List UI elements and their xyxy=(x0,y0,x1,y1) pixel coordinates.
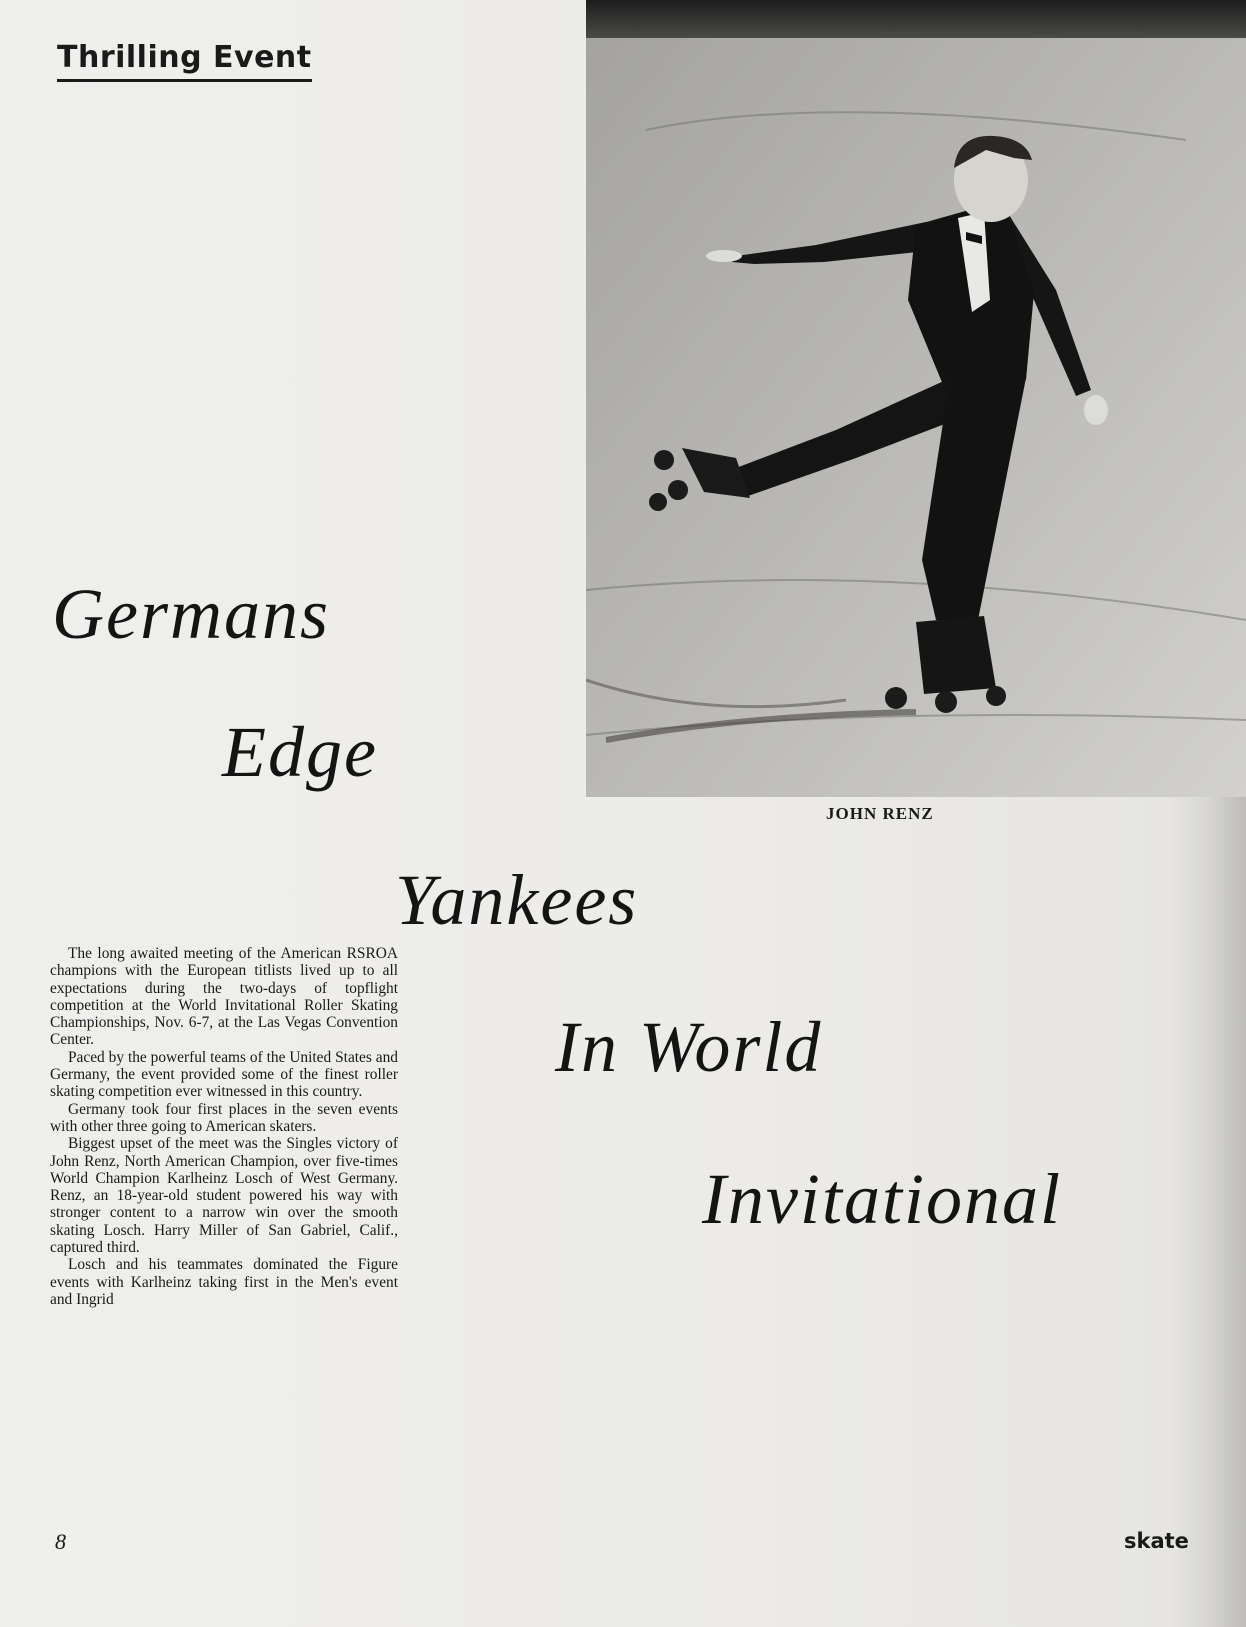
headline-line-invitational: Invitational xyxy=(702,1159,1062,1239)
headline-line-germans: Germans xyxy=(52,574,330,654)
headline-line-yankees: Yankees xyxy=(395,860,639,940)
article-body xyxy=(50,945,398,1308)
magazine-name: skate xyxy=(1124,1529,1189,1553)
page-number: 8 xyxy=(55,1529,66,1554)
article-paragraph: Paced by the powerful teams of the United States and Germany, the event provided some of the finest roller skating competition ever witnessed in this country. xyxy=(50,1048,398,1101)
section-kicker: Thrilling Event xyxy=(57,40,312,82)
article-paragraph: Biggest upset of the meet was the Singles victory of John Renz, North American Champion, over five-times World Champion Karlheinz Losch of West Germany. Renz, an 18-year-old student powered his way with stronger content to a narrow win over the smooth skating Losch. Harry Miller of San Gabriel, Calif., captured third. xyxy=(50,1135,398,1257)
article-paragraph: The long awaited meeting of the American RSROA champions with the European titlists lived up to all expectations during the two-days of topflight competition at the World Invitational Roller Skating Championships, Nov. 6-7, at the Las Vegas Convention Center. xyxy=(50,945,398,1049)
article-paragraph: Germany took four first places in the seven events with other three going to American skaters. xyxy=(50,1100,398,1135)
skater-photo xyxy=(586,0,1246,797)
headline-line-edge: Edge xyxy=(222,712,378,792)
article-paragraph: Losch and his teammates dominated the Figure events with Karlheinz taking first in the Men's event and Ingrid xyxy=(50,1256,398,1308)
photo-caption: JOHN RENZ xyxy=(826,804,934,823)
headline-line-in-world: In World xyxy=(555,1007,823,1087)
